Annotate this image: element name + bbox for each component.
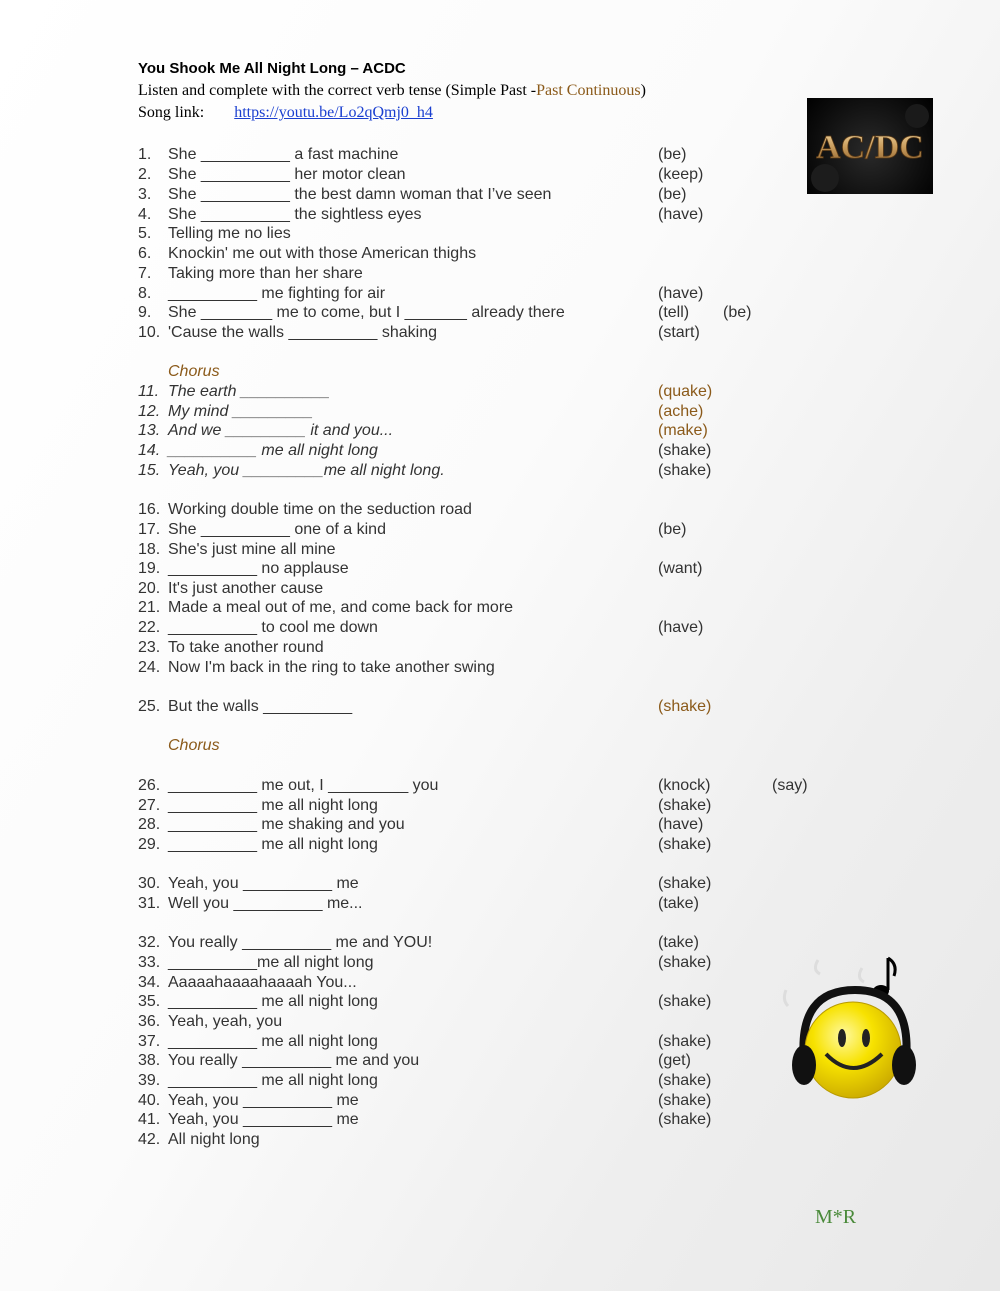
line-text: And we _________ it and you... [168, 422, 394, 439]
line-text: Yeah, you _________me all night long. [168, 462, 445, 479]
instruction-suffix: ) [640, 82, 646, 99]
lyric-line [138, 382, 838, 402]
line-number: 9. [138, 304, 152, 321]
smiley-headphones-icon [770, 950, 940, 1110]
chorus-heading-2: Chorus [168, 737, 220, 754]
line-number: 17. [138, 521, 161, 538]
line-text: To take another round [168, 639, 324, 656]
verb-hint: (shake) [658, 875, 712, 892]
line-number: 32. [138, 934, 161, 951]
lyric-line [138, 264, 838, 284]
instruction-highlight: Past Continuous [536, 82, 641, 99]
verb-hint: (shake) [658, 993, 712, 1010]
line-number: 1. [138, 146, 152, 163]
line-text: __________ me all night long [168, 1072, 378, 1089]
line-text: 'Cause the walls __________ shaking [168, 324, 438, 341]
line-text: __________ to cool me down [168, 619, 378, 636]
verb-hint: (shake) [658, 698, 712, 715]
line-number: 37. [138, 1033, 161, 1050]
lyric-line [138, 1130, 838, 1150]
lyric-line [138, 658, 838, 678]
verb-hint: (want) [658, 560, 703, 577]
lyric-line [138, 520, 838, 540]
line-number: 35. [138, 993, 161, 1010]
worksheet-title: You Shook Me All Night Long – ACDC [138, 60, 406, 77]
line-text: Working double time on the seduction road [168, 501, 472, 518]
line-text: Yeah, you __________ me [168, 1092, 359, 1109]
line-text: Made a meal out of me, and come back for more [168, 599, 514, 616]
line-number: 39. [138, 1072, 161, 1089]
lyric-line [138, 244, 838, 264]
line-text: She ________ me to come, but I _______ already there [168, 304, 565, 321]
line-text: Knockin' me out with those American thighs [168, 245, 477, 262]
line-text: __________ me all night long [168, 442, 378, 459]
lyric-line [138, 1012, 838, 1032]
lyric-line [138, 205, 838, 225]
lyric-line [138, 323, 838, 343]
line-number: 10. [138, 324, 161, 341]
line-number: 25. [138, 698, 161, 715]
lyric-line [138, 284, 838, 304]
line-number: 29. [138, 836, 161, 853]
verb-hint: (shake) [658, 442, 712, 459]
line-text: She __________ the sightless eyes [168, 206, 422, 223]
line-number: 16. [138, 501, 161, 518]
lyric-line [138, 874, 838, 894]
lyric-line [138, 165, 838, 185]
line-number: 4. [138, 206, 152, 223]
line-text: She __________ her motor clean [168, 166, 406, 183]
line-number: 6. [138, 245, 152, 262]
line-text: You really __________ me and you [168, 1052, 420, 1069]
worksheet-header [138, 58, 646, 124]
line-text: __________ me fighting for air [168, 285, 386, 302]
line-number: 24. [138, 659, 161, 676]
line-number: 13. [138, 422, 161, 439]
instruction-prefix: Listen and complete with the correct verb tense (Simple Past - [138, 82, 537, 99]
lyric-line [138, 303, 838, 323]
verb-hint: (shake) [658, 836, 712, 853]
verb-hint: (be) [658, 146, 687, 163]
lyric-line [138, 185, 838, 205]
line-text: Yeah, you __________ me [168, 1111, 359, 1128]
lyric-line [138, 500, 838, 520]
verb-hint: (shake) [658, 954, 712, 971]
line-text: The earth __________ [168, 383, 330, 400]
lyric-line [138, 1032, 838, 1052]
line-text: All night long [168, 1131, 260, 1148]
verb-hint: (shake) [658, 1033, 712, 1050]
line-number: 7. [138, 265, 152, 282]
instructions [138, 80, 646, 102]
verb-hint: (have) [658, 619, 704, 636]
lyric-line [138, 559, 838, 579]
lyric-line [138, 697, 838, 717]
verb-hint: (shake) [658, 1111, 712, 1128]
verb-hint: (keep) [658, 166, 704, 183]
song-link-line [138, 102, 646, 124]
line-text: __________ me out, I _________ you [168, 777, 439, 794]
line-number: 36. [138, 1013, 161, 1030]
verb-hint: (be) [658, 521, 687, 538]
lyric-line [138, 441, 838, 461]
line-text: But the walls __________ [168, 698, 353, 715]
line-text: __________ me all night long [168, 797, 378, 814]
verb-hint: (take) [658, 934, 699, 951]
line-number: 19. [138, 560, 161, 577]
lyric-line [138, 796, 838, 816]
verb-hint: (shake) [658, 797, 712, 814]
line-text: Yeah, yeah, you [168, 1013, 283, 1030]
line-text: Aaaaahaaaahaaaah You... [168, 974, 357, 991]
line-number: 41. [138, 1111, 161, 1128]
verb-hint: (start) [658, 324, 700, 341]
line-text: Well you __________ me... [168, 895, 363, 912]
line-text: She __________ a fast machine [168, 146, 399, 163]
line-number: 11. [138, 383, 160, 400]
line-number: 15. [138, 462, 161, 479]
song-link-label: Song link: [138, 104, 205, 121]
line-number: 40. [138, 1092, 161, 1109]
verb-hint: (quake) [658, 383, 713, 400]
line-text: She's just mine all mine [168, 541, 336, 558]
line-number: 38. [138, 1052, 161, 1069]
line-number: 8. [138, 285, 152, 302]
verb-hint-secondary: (say) [772, 777, 808, 794]
line-number: 22. [138, 619, 161, 636]
line-number: 28. [138, 816, 161, 833]
lyric-line [138, 402, 838, 422]
line-text: You really __________ me and YOU! [168, 934, 433, 951]
line-number: 18. [138, 541, 161, 558]
lyric-line [138, 1091, 838, 1111]
line-text: __________ me shaking and you [168, 816, 405, 833]
line-number: 26. [138, 777, 161, 794]
lyric-line [138, 638, 838, 658]
line-text: __________ me all night long [168, 836, 378, 853]
line-text: __________me all night long [168, 954, 374, 971]
line-text: Telling me no lies [168, 225, 291, 242]
verb-hint-secondary: (be) [723, 304, 752, 321]
verb-hint: (shake) [658, 462, 712, 479]
chorus-heading: Chorus [168, 363, 220, 380]
verb-hint: (be) [658, 186, 687, 203]
line-text: Now I'm back in the ring to take another swing [168, 659, 495, 676]
line-number: 34. [138, 974, 161, 991]
verb-hint: (make) [658, 422, 708, 439]
line-number: 42. [138, 1131, 161, 1148]
line-number: 14. [138, 442, 161, 459]
lyric-line [138, 953, 838, 973]
lyric-line [138, 815, 838, 835]
line-number: 12. [138, 403, 161, 420]
lyric-line [138, 894, 838, 914]
line-text: Yeah, you __________ me [168, 875, 359, 892]
lyric-line [138, 224, 838, 244]
line-text: It's just another cause [168, 580, 324, 597]
line-number: 21. [138, 599, 161, 616]
lyric-line [138, 618, 838, 638]
line-text: She __________ the best damn woman that I’ve seen [168, 186, 552, 203]
line-number: 31. [138, 895, 161, 912]
lyric-line [138, 598, 838, 618]
lyric-line [138, 776, 838, 796]
lyric-line [138, 992, 838, 1012]
verb-hint: (shake) [658, 1092, 712, 1109]
line-text: Taking more than her share [168, 265, 363, 282]
verb-hint: (take) [658, 895, 699, 912]
line-number: 33. [138, 954, 161, 971]
line-number: 20. [138, 580, 161, 597]
lyric-line [138, 973, 838, 993]
author-signature: M*R [815, 1206, 857, 1228]
line-text: My mind _________ [168, 403, 313, 420]
lyric-line [138, 579, 838, 599]
verb-hint: (tell) [658, 304, 690, 321]
verb-hint: (have) [658, 206, 704, 223]
line-number: 23. [138, 639, 161, 656]
lyric-line [138, 540, 838, 560]
line-number: 3. [138, 186, 152, 203]
verb-hint: (shake) [658, 1072, 712, 1089]
line-text: __________ me all night long [168, 1033, 378, 1050]
lyric-line [138, 461, 838, 481]
smiley-art [770, 950, 940, 1110]
line-text: __________ me all night long [168, 993, 378, 1010]
line-number: 27. [138, 797, 161, 814]
lyric-line [138, 835, 838, 855]
verb-hint: (get) [658, 1052, 691, 1069]
lyric-line [138, 145, 838, 165]
line-number: 5. [138, 225, 152, 242]
lyric-line [138, 1071, 838, 1091]
verb-hint: (ache) [658, 403, 704, 420]
logo-text: AC/DC [816, 129, 924, 166]
song-link[interactable]: https://youtu.be/Lo2qQmj0_h4 [234, 104, 433, 121]
verb-hint: (have) [658, 285, 704, 302]
lyric-line [138, 1051, 838, 1071]
lyric-line [138, 421, 838, 441]
verb-hint: (have) [658, 816, 704, 833]
line-text: __________ no applause [168, 560, 349, 577]
line-number: 30. [138, 875, 161, 892]
lyric-line [138, 933, 838, 953]
line-text: She __________ one of a kind [168, 521, 386, 538]
lyric-line [138, 1110, 838, 1130]
verb-hint: (knock) [658, 777, 711, 794]
line-number: 2. [138, 166, 152, 183]
